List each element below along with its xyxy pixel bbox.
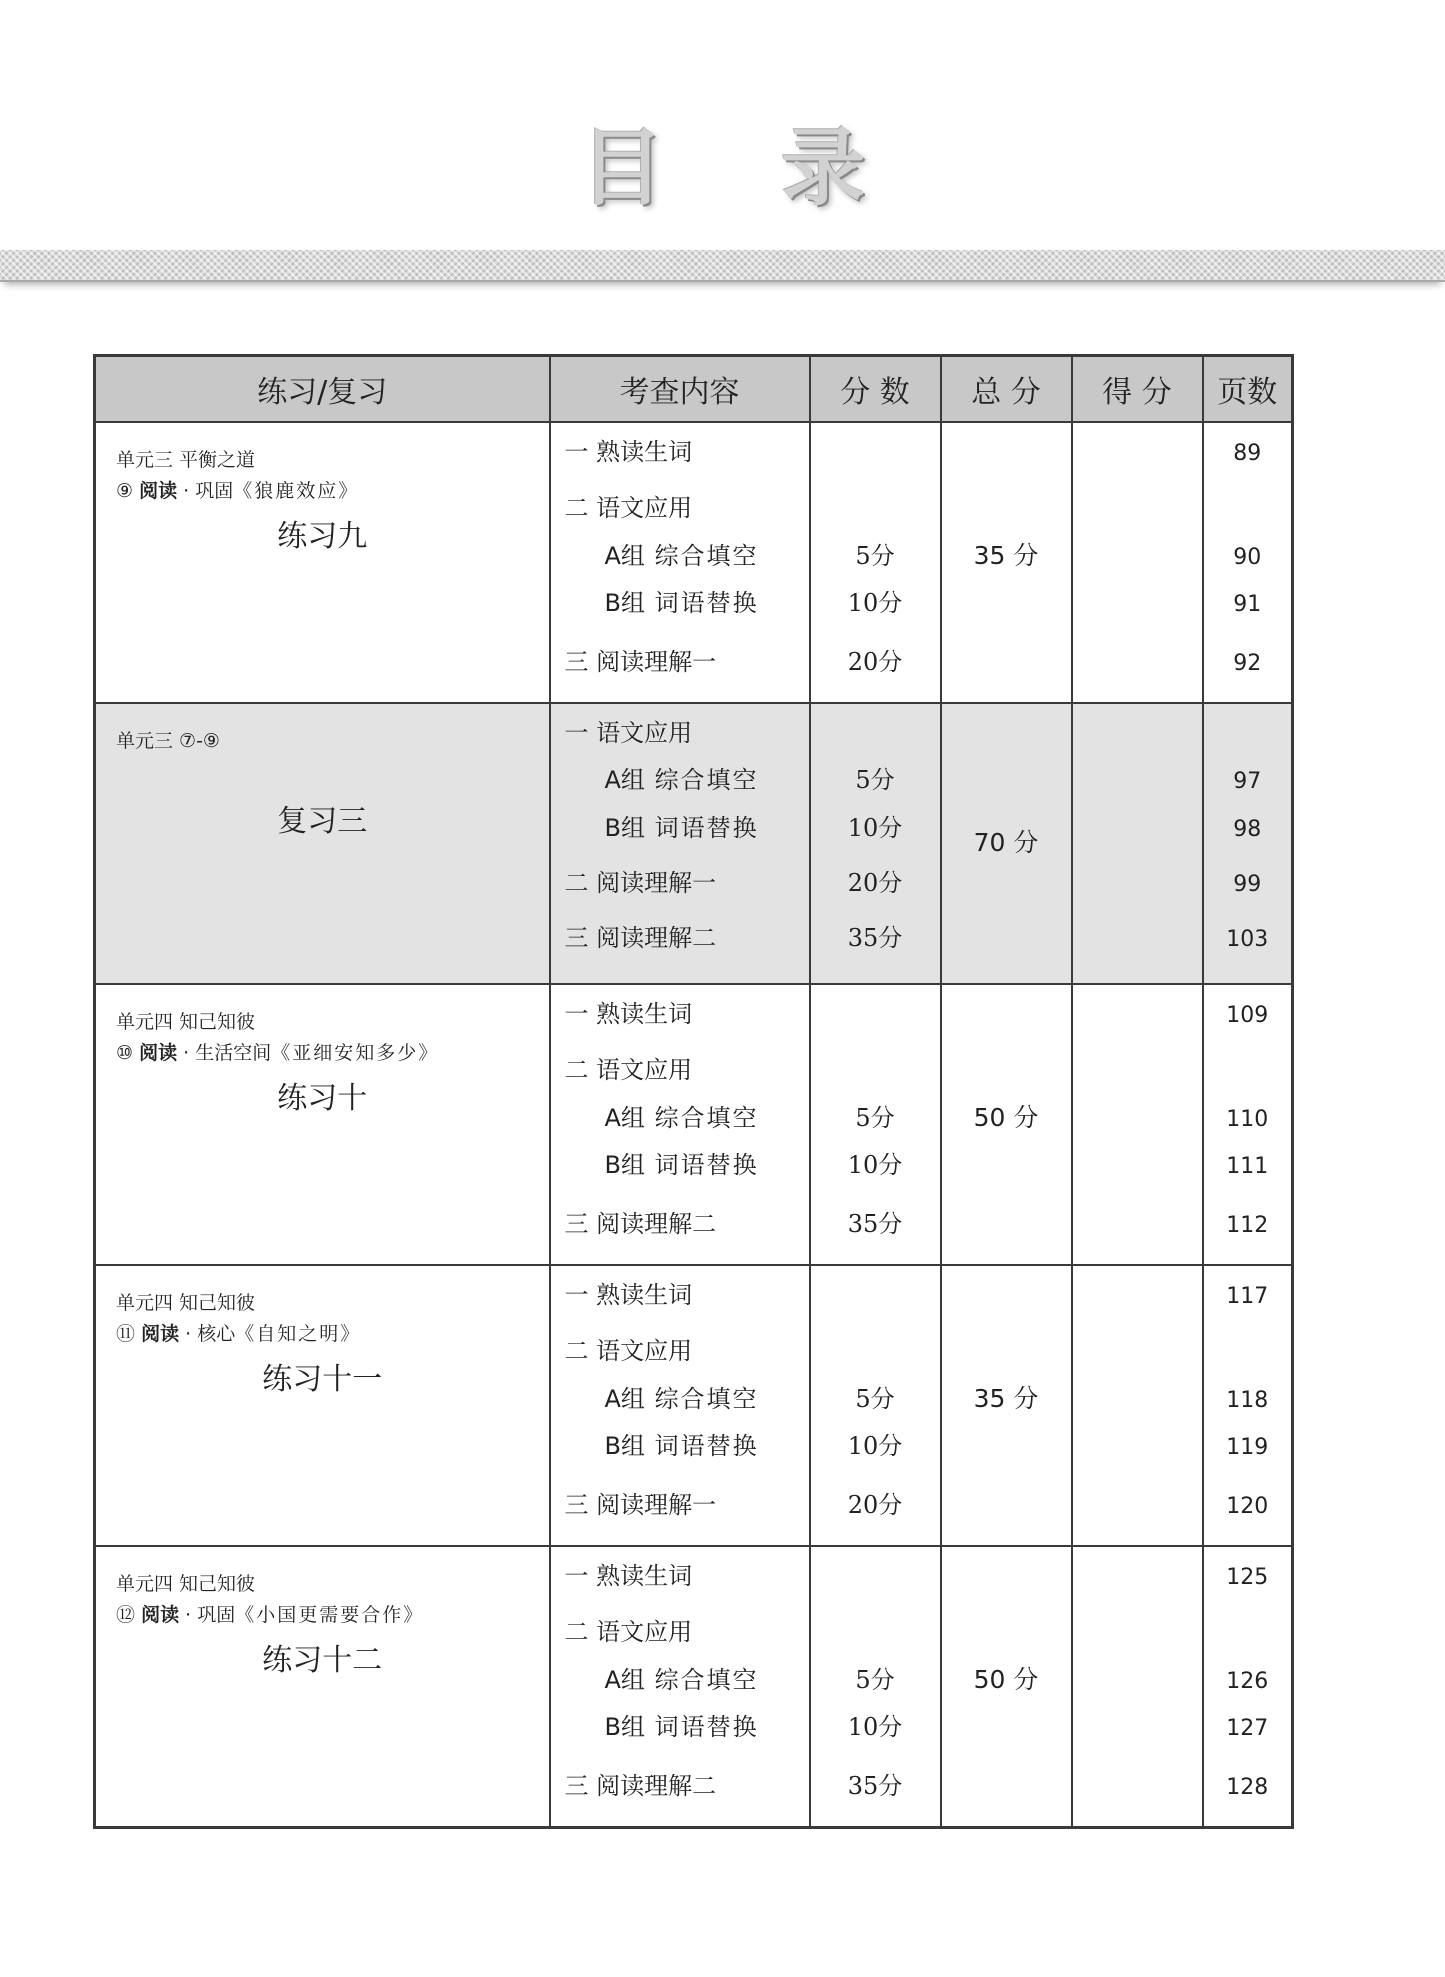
page-cell bbox=[1203, 984, 1293, 1265]
content-cell bbox=[550, 422, 810, 703]
lesson-book: 《小国更需要合作》 bbox=[235, 1604, 425, 1626]
page-number: 103 bbox=[1226, 927, 1269, 952]
exercise-cell bbox=[95, 984, 550, 1265]
page-number bbox=[1204, 1055, 1292, 1089]
exercise-cell bbox=[95, 1265, 550, 1546]
score-value: 10分 bbox=[847, 814, 903, 842]
lesson-number: ⑨ bbox=[116, 480, 134, 502]
block-row bbox=[95, 703, 1293, 984]
total-score: 50 分 bbox=[973, 1665, 1039, 1694]
content-text: 综合填空 bbox=[654, 1385, 759, 1413]
total-cell bbox=[941, 1546, 1072, 1828]
score-value bbox=[811, 491, 940, 525]
exercise-name: 练习十一 bbox=[262, 1362, 383, 1397]
score-value: 5分 bbox=[855, 766, 895, 794]
content-item bbox=[605, 1710, 759, 1744]
group-label: B组 bbox=[604, 1151, 645, 1179]
group-label: B组 bbox=[604, 1713, 645, 1741]
content-item bbox=[605, 539, 759, 573]
group-label: A组 bbox=[604, 542, 645, 570]
score-value: 35分 bbox=[847, 1772, 903, 1800]
content-cell bbox=[550, 703, 810, 984]
score-cell bbox=[810, 422, 941, 703]
content-text: 综合填空 bbox=[654, 1666, 759, 1694]
exercise-cell bbox=[95, 703, 550, 984]
lesson-keyword: 阅读 bbox=[139, 480, 178, 502]
total-score: 70 分 bbox=[973, 828, 1039, 857]
header-score: 分 数 bbox=[810, 356, 941, 423]
content-item bbox=[605, 586, 759, 620]
score-value: 10分 bbox=[847, 1713, 903, 1741]
group-label: A组 bbox=[604, 1666, 645, 1694]
page-number: 118 bbox=[1226, 1388, 1269, 1413]
page-number: 126 bbox=[1226, 1669, 1269, 1694]
lesson-label bbox=[116, 1041, 439, 1065]
lesson-number: ⑪ bbox=[116, 1323, 136, 1345]
content-item: 三 阅读理解二 bbox=[564, 924, 717, 952]
group-label: A组 bbox=[604, 766, 645, 794]
content-text: 词语替换 bbox=[654, 814, 759, 842]
lesson-book: 《狼鹿效应》 bbox=[233, 480, 360, 502]
content-item: 一 熟读生词 bbox=[564, 438, 693, 466]
obtained-score-cell bbox=[1072, 984, 1203, 1265]
score-value: 5分 bbox=[855, 542, 895, 570]
exercise-name: 复习三 bbox=[277, 804, 368, 839]
page-title: 目 录 bbox=[579, 119, 910, 217]
header-total: 总 分 bbox=[941, 356, 1072, 423]
content-item bbox=[605, 1663, 759, 1697]
contents-table bbox=[93, 354, 1294, 1829]
content-item: 二 语文应用 bbox=[564, 1056, 693, 1084]
page-number: 119 bbox=[1226, 1435, 1269, 1460]
score-value bbox=[811, 997, 940, 1031]
score-value: 35分 bbox=[847, 924, 903, 952]
group-label: A组 bbox=[604, 1104, 645, 1132]
block-row bbox=[95, 422, 1293, 703]
group-label: B组 bbox=[604, 589, 645, 617]
total-score: 35 分 bbox=[973, 541, 1039, 570]
score-value bbox=[811, 435, 940, 469]
content-item bbox=[605, 1382, 759, 1416]
decorative-band bbox=[0, 250, 1445, 282]
content-text: 词语替换 bbox=[654, 1432, 759, 1460]
page-cell bbox=[1203, 422, 1293, 703]
page-number: 89 bbox=[1233, 441, 1262, 466]
page-number bbox=[1204, 718, 1292, 752]
unit-label: 单元四 知己知彼 bbox=[116, 1292, 256, 1314]
page-number: 99 bbox=[1233, 872, 1262, 897]
page-number bbox=[1204, 1336, 1292, 1370]
page-number bbox=[1204, 493, 1292, 527]
content-item bbox=[605, 1148, 759, 1182]
lesson-keyword: 阅读 bbox=[141, 1323, 180, 1345]
page-number: 120 bbox=[1226, 1494, 1269, 1519]
unit-label: 单元四 知己知彼 bbox=[116, 1573, 256, 1595]
page-number: 111 bbox=[1226, 1154, 1269, 1179]
score-value: 10分 bbox=[847, 1151, 903, 1179]
exercise-name: 练习十二 bbox=[262, 1643, 383, 1678]
score-value: 35分 bbox=[847, 1210, 903, 1238]
content-item: 一 熟读生词 bbox=[564, 1562, 693, 1590]
content-item: 一 熟读生词 bbox=[564, 1281, 693, 1309]
lesson-desc: · 核心 bbox=[185, 1323, 236, 1345]
score-value bbox=[811, 1278, 940, 1312]
group-label: A组 bbox=[604, 1385, 645, 1413]
lesson-keyword: 阅读 bbox=[141, 1604, 180, 1626]
page-number: 90 bbox=[1233, 545, 1262, 570]
page-number: 110 bbox=[1226, 1107, 1269, 1132]
total-cell bbox=[941, 703, 1072, 984]
score-value: 20分 bbox=[847, 1491, 903, 1519]
page-number: 127 bbox=[1226, 1716, 1269, 1741]
content-cell bbox=[550, 1546, 810, 1828]
page-number: 125 bbox=[1226, 1565, 1269, 1590]
page-cell bbox=[1203, 703, 1293, 984]
lesson-number: ⑫ bbox=[116, 1604, 136, 1626]
group-label: B组 bbox=[604, 814, 645, 842]
exercise-name: 练习十 bbox=[277, 1081, 368, 1116]
lesson-label bbox=[116, 479, 359, 503]
lesson-label bbox=[116, 1603, 424, 1627]
content-text: 词语替换 bbox=[654, 1713, 759, 1741]
score-cell bbox=[810, 1546, 941, 1828]
lesson-desc: · 巩固 bbox=[183, 480, 234, 502]
content-text: 词语替换 bbox=[654, 589, 759, 617]
content-item: 三 阅读理解一 bbox=[564, 648, 717, 676]
content-item: 二 语文应用 bbox=[564, 1618, 693, 1646]
lesson-book: 《亚细安知多少》 bbox=[271, 1042, 440, 1064]
score-value bbox=[811, 1053, 940, 1087]
content-item: 一 语文应用 bbox=[564, 719, 693, 747]
content-item bbox=[605, 811, 759, 845]
header-page: 页数 bbox=[1203, 356, 1293, 423]
unit-label: 单元三 ⑦-⑨ bbox=[116, 730, 220, 752]
content-item: 二 语文应用 bbox=[564, 1337, 693, 1365]
lesson-desc: · 生活空间 bbox=[183, 1042, 272, 1064]
content-item bbox=[605, 1101, 759, 1135]
lesson-desc: · 巩固 bbox=[185, 1604, 236, 1626]
total-cell bbox=[941, 984, 1072, 1265]
score-cell bbox=[810, 984, 941, 1265]
lesson-number: ⑩ bbox=[116, 1042, 134, 1064]
page-number: 128 bbox=[1226, 1775, 1269, 1800]
score-value bbox=[811, 716, 940, 750]
page-number: 97 bbox=[1233, 769, 1262, 794]
score-value: 5分 bbox=[855, 1385, 895, 1413]
content-cell bbox=[550, 1265, 810, 1546]
content-cell bbox=[550, 984, 810, 1265]
score-value bbox=[811, 1559, 940, 1593]
header-exercise: 练习/复习 bbox=[95, 356, 550, 423]
content-text: 综合填空 bbox=[654, 766, 759, 794]
exercise-cell bbox=[95, 422, 550, 703]
header-row bbox=[95, 356, 1293, 423]
block-row bbox=[95, 984, 1293, 1265]
content-item: 一 熟读生词 bbox=[564, 1000, 693, 1028]
score-value: 10分 bbox=[847, 1432, 903, 1460]
page-number: 117 bbox=[1226, 1284, 1269, 1309]
content-item bbox=[605, 1429, 759, 1463]
page-number: 109 bbox=[1226, 1003, 1269, 1028]
total-cell bbox=[941, 1265, 1072, 1546]
group-label: B组 bbox=[604, 1432, 645, 1460]
score-value: 5分 bbox=[855, 1666, 895, 1694]
exercise-name: 练习九 bbox=[277, 519, 368, 554]
content-item: 三 阅读理解二 bbox=[564, 1772, 717, 1800]
score-value: 5分 bbox=[855, 1104, 895, 1132]
obtained-score-cell bbox=[1072, 703, 1203, 984]
score-value: 20分 bbox=[847, 648, 903, 676]
total-score: 50 分 bbox=[973, 1103, 1039, 1132]
header-content: 考查内容 bbox=[550, 356, 810, 423]
content-item: 二 语文应用 bbox=[564, 494, 693, 522]
lesson-book: 《自知之明》 bbox=[235, 1323, 362, 1345]
unit-label: 单元四 知己知彼 bbox=[116, 1011, 256, 1033]
page-cell bbox=[1203, 1265, 1293, 1546]
header-obtained: 得 分 bbox=[1072, 356, 1203, 423]
unit-label: 单元三 平衡之道 bbox=[116, 449, 256, 471]
lesson-keyword: 阅读 bbox=[139, 1042, 178, 1064]
content-text: 综合填空 bbox=[654, 542, 759, 570]
score-value: 10分 bbox=[847, 589, 903, 617]
score-cell bbox=[810, 1265, 941, 1546]
exercise-cell bbox=[95, 1546, 550, 1828]
total-score: 35 分 bbox=[973, 1384, 1039, 1413]
score-value bbox=[811, 1615, 940, 1649]
score-value bbox=[811, 1334, 940, 1368]
lesson-label bbox=[116, 1322, 361, 1346]
page-number: 92 bbox=[1233, 651, 1262, 676]
page-number: 91 bbox=[1233, 592, 1262, 617]
obtained-score-cell bbox=[1072, 1265, 1203, 1546]
content-item: 二 阅读理解一 bbox=[564, 869, 717, 897]
page-cell bbox=[1203, 1546, 1293, 1828]
score-cell bbox=[810, 703, 941, 984]
page-number: 98 bbox=[1233, 817, 1262, 842]
content-item: 三 阅读理解一 bbox=[564, 1491, 717, 1519]
content-text: 词语替换 bbox=[654, 1151, 759, 1179]
score-value: 20分 bbox=[847, 869, 903, 897]
total-cell bbox=[941, 422, 1072, 703]
content-item: 三 阅读理解二 bbox=[564, 1210, 717, 1238]
block-row bbox=[95, 1546, 1293, 1828]
content-text: 综合填空 bbox=[654, 1104, 759, 1132]
page-number bbox=[1204, 1617, 1292, 1651]
obtained-score-cell bbox=[1072, 1546, 1203, 1828]
page-number: 112 bbox=[1226, 1213, 1269, 1238]
block-row bbox=[95, 1265, 1293, 1546]
obtained-score-cell bbox=[1072, 422, 1203, 703]
content-item bbox=[605, 763, 759, 797]
